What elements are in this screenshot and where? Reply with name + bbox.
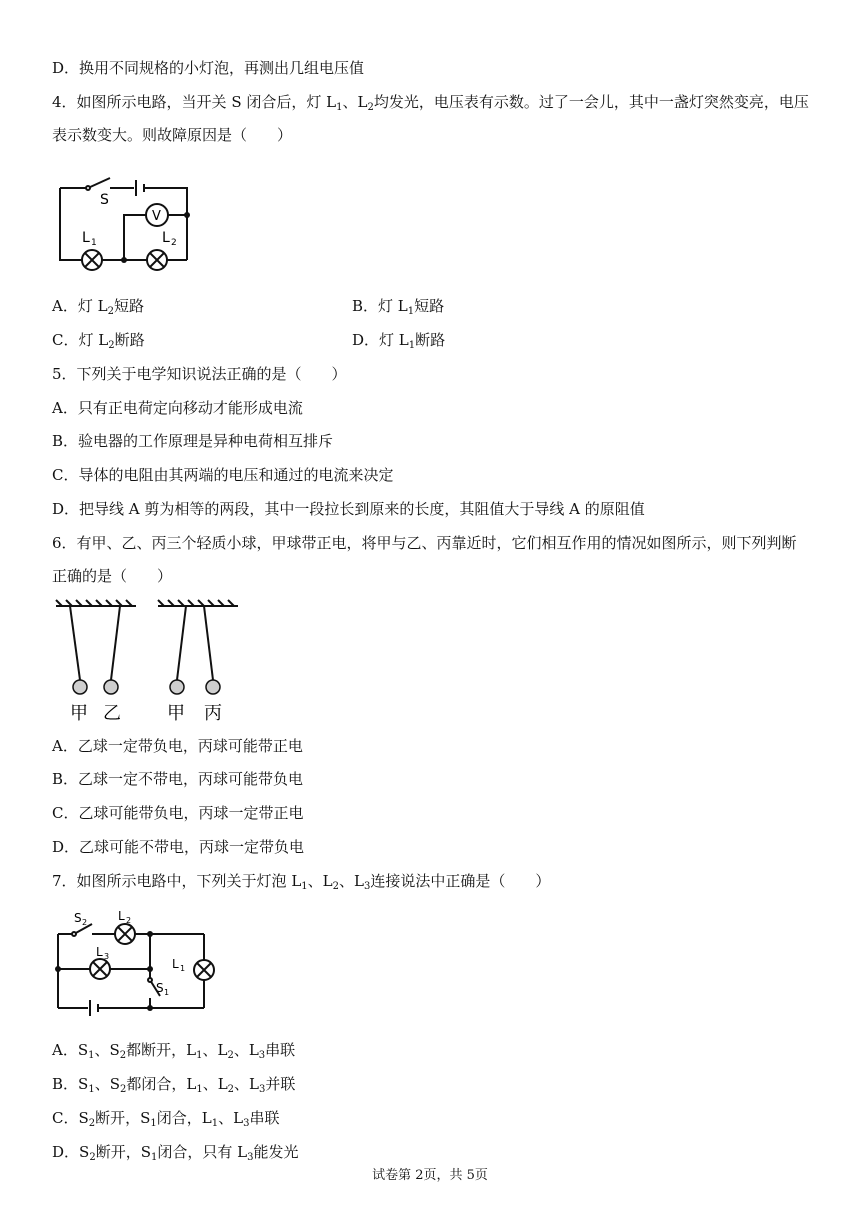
q7-circuit-figure: [52, 906, 227, 1026]
q4-stem-line1: 4．如图所示电路，当开关 S 闭合后，灯 $L_1$、$L_2$均发光，电压表有示数。过了一会儿，其中一盏灯突然变亮，电压: [52, 93, 809, 113]
q6-option-d: D．乙球可能不带电，丙球一定带负电: [52, 838, 305, 856]
q7-option-b: B．$S_1$、$S_2$都闭合，$L_1$、$L_2$、$L_3$并联: [52, 1075, 296, 1095]
q6-stem-line1: 6．有甲、乙、丙三个轻质小球，甲球带正电，将甲与乙、丙靠近时，它们相互作用的情况如图所示，则下列判断: [52, 534, 797, 552]
q7-stem: 7．如图所示电路中，下列关于灯泡 $L_1$、$L_2$、$L_3$连接说法中正确是（ ）: [52, 872, 551, 892]
svg-text:3: 3: [104, 952, 110, 961]
q4-stem-line2: 表示数变大。则故障原因是（ ）: [52, 126, 293, 144]
q4-option-b: B．灯 $L_1$短路: [352, 297, 445, 317]
ball-yi-label: 乙: [103, 703, 121, 724]
q5-option-d: D．把导线 A 剪为相等的两段，其中一段拉长到原来的长度，其阻值大于导线 A 的原阻值: [52, 500, 645, 518]
q4-option-c: C．灯 $L_2$断路: [52, 331, 145, 351]
voltmeter-label: V: [152, 209, 161, 224]
q7-option-a: A．$S_1$、$S_2$都断开，$L_1$、$L_2$、$L_3$串联: [52, 1041, 296, 1061]
ball-jia-label-1: 甲: [70, 703, 88, 724]
q6-option-b: B．乙球一定不带电，丙球可能带负电: [52, 770, 304, 788]
s1-label: S: [156, 981, 164, 995]
svg-text:2: 2: [171, 238, 177, 248]
q6-option-c: C．乙球可能带负电，丙球一定带正电: [52, 804, 304, 822]
q6-option-a: A．乙球一定带负电，丙球可能带正电: [52, 737, 303, 755]
page-footer: 试卷第 2页，共 5页: [372, 1168, 488, 1183]
q4-option-a: A．灯 $L_2$短路: [52, 297, 144, 317]
q5-option-c: C．导体的电阻由其两端的电压和通过的电流来决定: [52, 466, 394, 484]
l1-label: L: [172, 957, 179, 971]
svg-text:1: 1: [180, 964, 186, 973]
q5-option-b: B．验电器的工作原理是异种电荷相互排斥: [52, 432, 334, 450]
ball-bing-label: 丙: [204, 703, 222, 724]
q6-balls-figure: [52, 598, 252, 724]
q7-option-d: D．$S_2$断开，$S_1$闭合，只有 $L_3$能发光: [52, 1143, 299, 1163]
ball-jia-label-2: 甲: [167, 703, 185, 724]
lamp2-label: L: [162, 230, 170, 246]
switch-label: S: [100, 192, 109, 208]
lamp1-label: L: [82, 230, 90, 246]
s2-label: S: [74, 911, 82, 925]
svg-text:1: 1: [164, 988, 170, 997]
svg-text:1: 1: [91, 238, 97, 248]
q6-stem-line2: 正确的是（ ）: [52, 567, 173, 585]
l2-label: L: [118, 909, 125, 923]
svg-text:2: 2: [82, 918, 88, 927]
q5-option-a: A．只有正电荷定向移动才能形成电流: [52, 399, 303, 417]
q3-option-d: D．换用不同规格的小灯泡，再测出几组电压值: [52, 59, 365, 77]
q5-stem: 5．下列关于电学知识说法正确的是（ ）: [52, 365, 347, 383]
svg-text:2: 2: [126, 916, 132, 925]
l3-label: L: [96, 945, 103, 959]
q4-option-d: D．灯 $L_1$断路: [352, 331, 446, 351]
q4-circuit-figure: [52, 172, 202, 278]
q7-option-c: C．$S_2$断开，$S_1$闭合，$L_1$、$L_3$串联: [52, 1109, 280, 1129]
